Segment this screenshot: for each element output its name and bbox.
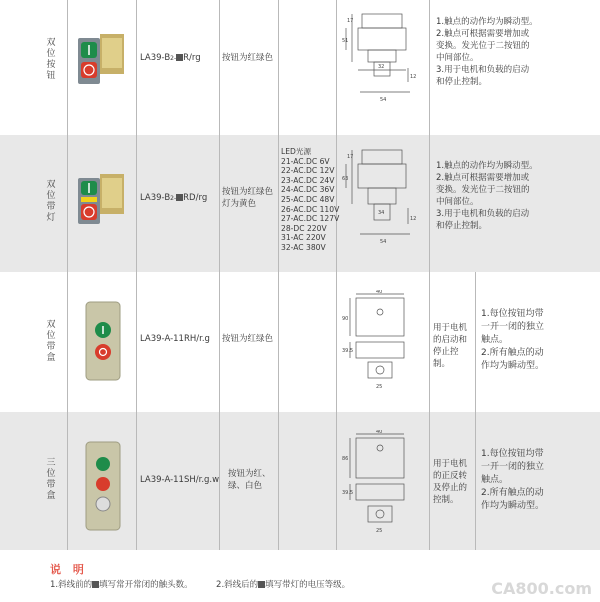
triple-box-image — [84, 440, 122, 532]
dimension-drawing — [340, 144, 426, 248]
model-number: LA39-B2- RD/rg — [140, 193, 208, 203]
notes-text: 1.斜线前的 填写常开常闭的触头数。 2.斜线后的 填写带灯的电压等级。 — [50, 580, 351, 590]
button-color: 按钮为红绿色 — [222, 53, 274, 63]
svg-text:86: 86 — [342, 456, 349, 462]
watermark: CA800.com — [491, 579, 592, 598]
remarks-text: 1.触点的动作均为瞬动型。 2.触点可根据需要增加或 变换。发光位于二按钮的 中间部位。 3.用于电机和负载的启动 和停止控制。 — [436, 161, 538, 231]
category-label: 双 位 带 盒 — [46, 320, 56, 363]
button-color: 按钮为红、 绿、白色 — [228, 469, 271, 491]
category-label: 双 位 带 灯 — [46, 180, 56, 223]
svg-text:51: 51 — [342, 38, 349, 44]
model-number: LA39-A-11RH/r.g — [140, 334, 210, 344]
remarks-text: 1.每位按钮均带 一开一闭的独立 触点。 2.所有触点的动 作均为瞬动型。 — [481, 309, 545, 371]
dimension-drawing — [340, 290, 428, 400]
svg-text:12: 12 — [410, 216, 417, 222]
svg-text:39.5: 39.5 — [342, 348, 354, 354]
model-number: LA39-A-11SH/r.g.w — [140, 475, 220, 485]
column-divider — [429, 0, 430, 550]
column-divider — [336, 0, 337, 550]
svg-text:17: 17 — [347, 18, 354, 24]
svg-text:40: 40 — [376, 290, 383, 295]
svg-text:25: 25 — [376, 384, 383, 390]
svg-text:54: 54 — [380, 97, 387, 103]
usage-text: 用于电机 的正反转 及停止的 控制。 — [433, 459, 468, 505]
usage-text: 用于电机 的启动和 停止控制。 — [433, 323, 468, 369]
svg-text:12: 12 — [410, 74, 417, 80]
double-lamp-button-image — [72, 168, 132, 230]
svg-text:63: 63 — [342, 176, 349, 182]
column-divider — [67, 0, 68, 550]
svg-text:90: 90 — [342, 316, 349, 322]
remarks-text: 1.触点的动作均为瞬动型。 2.触点可根据需要增加或 变换。发光位于二按钮的 中间部位。 3.用于电机和负载的启动 和停止控制。 — [436, 17, 538, 87]
svg-text:39.5: 39.5 — [342, 490, 354, 496]
double-button-image — [72, 28, 132, 90]
svg-text:17: 17 — [347, 154, 354, 160]
remarks-text: 1.每位按钮均带 一开一闭的独立 触点。 2.所有触点的动 作均为瞬动型。 — [481, 449, 545, 511]
voltage-list: LED光源 21-AC.DC 6V 22-AC.DC 12V 23-AC.DC 24V 24-AC.DC 36V 25-AC.DC 48V 26-AC.DC 110V 27-AC.DC 127V 28-DC 220V 31-AC 220V 32-AC 380V — [281, 147, 340, 252]
column-divider — [219, 0, 220, 550]
button-color: 按钮为红绿色 灯为黄色 — [222, 187, 274, 209]
svg-text:34: 34 — [378, 210, 385, 216]
model-number: LA39-B2- R/rg — [140, 53, 201, 63]
category-label: 双 位 按 钮 — [46, 38, 56, 81]
svg-text:54: 54 — [380, 239, 387, 245]
double-box-image — [84, 300, 122, 382]
category-label: 三 位 带 盒 — [46, 458, 56, 501]
svg-text:25: 25 — [376, 528, 383, 534]
dimension-drawing — [340, 430, 428, 542]
svg-text:40: 40 — [376, 430, 383, 435]
notes-title: 说 明 — [50, 563, 88, 576]
column-divider — [136, 0, 137, 550]
column-divider — [475, 272, 476, 550]
svg-text:32: 32 — [378, 64, 385, 70]
dimension-drawing — [340, 8, 426, 108]
button-color: 按钮为红绿色 — [222, 334, 274, 344]
